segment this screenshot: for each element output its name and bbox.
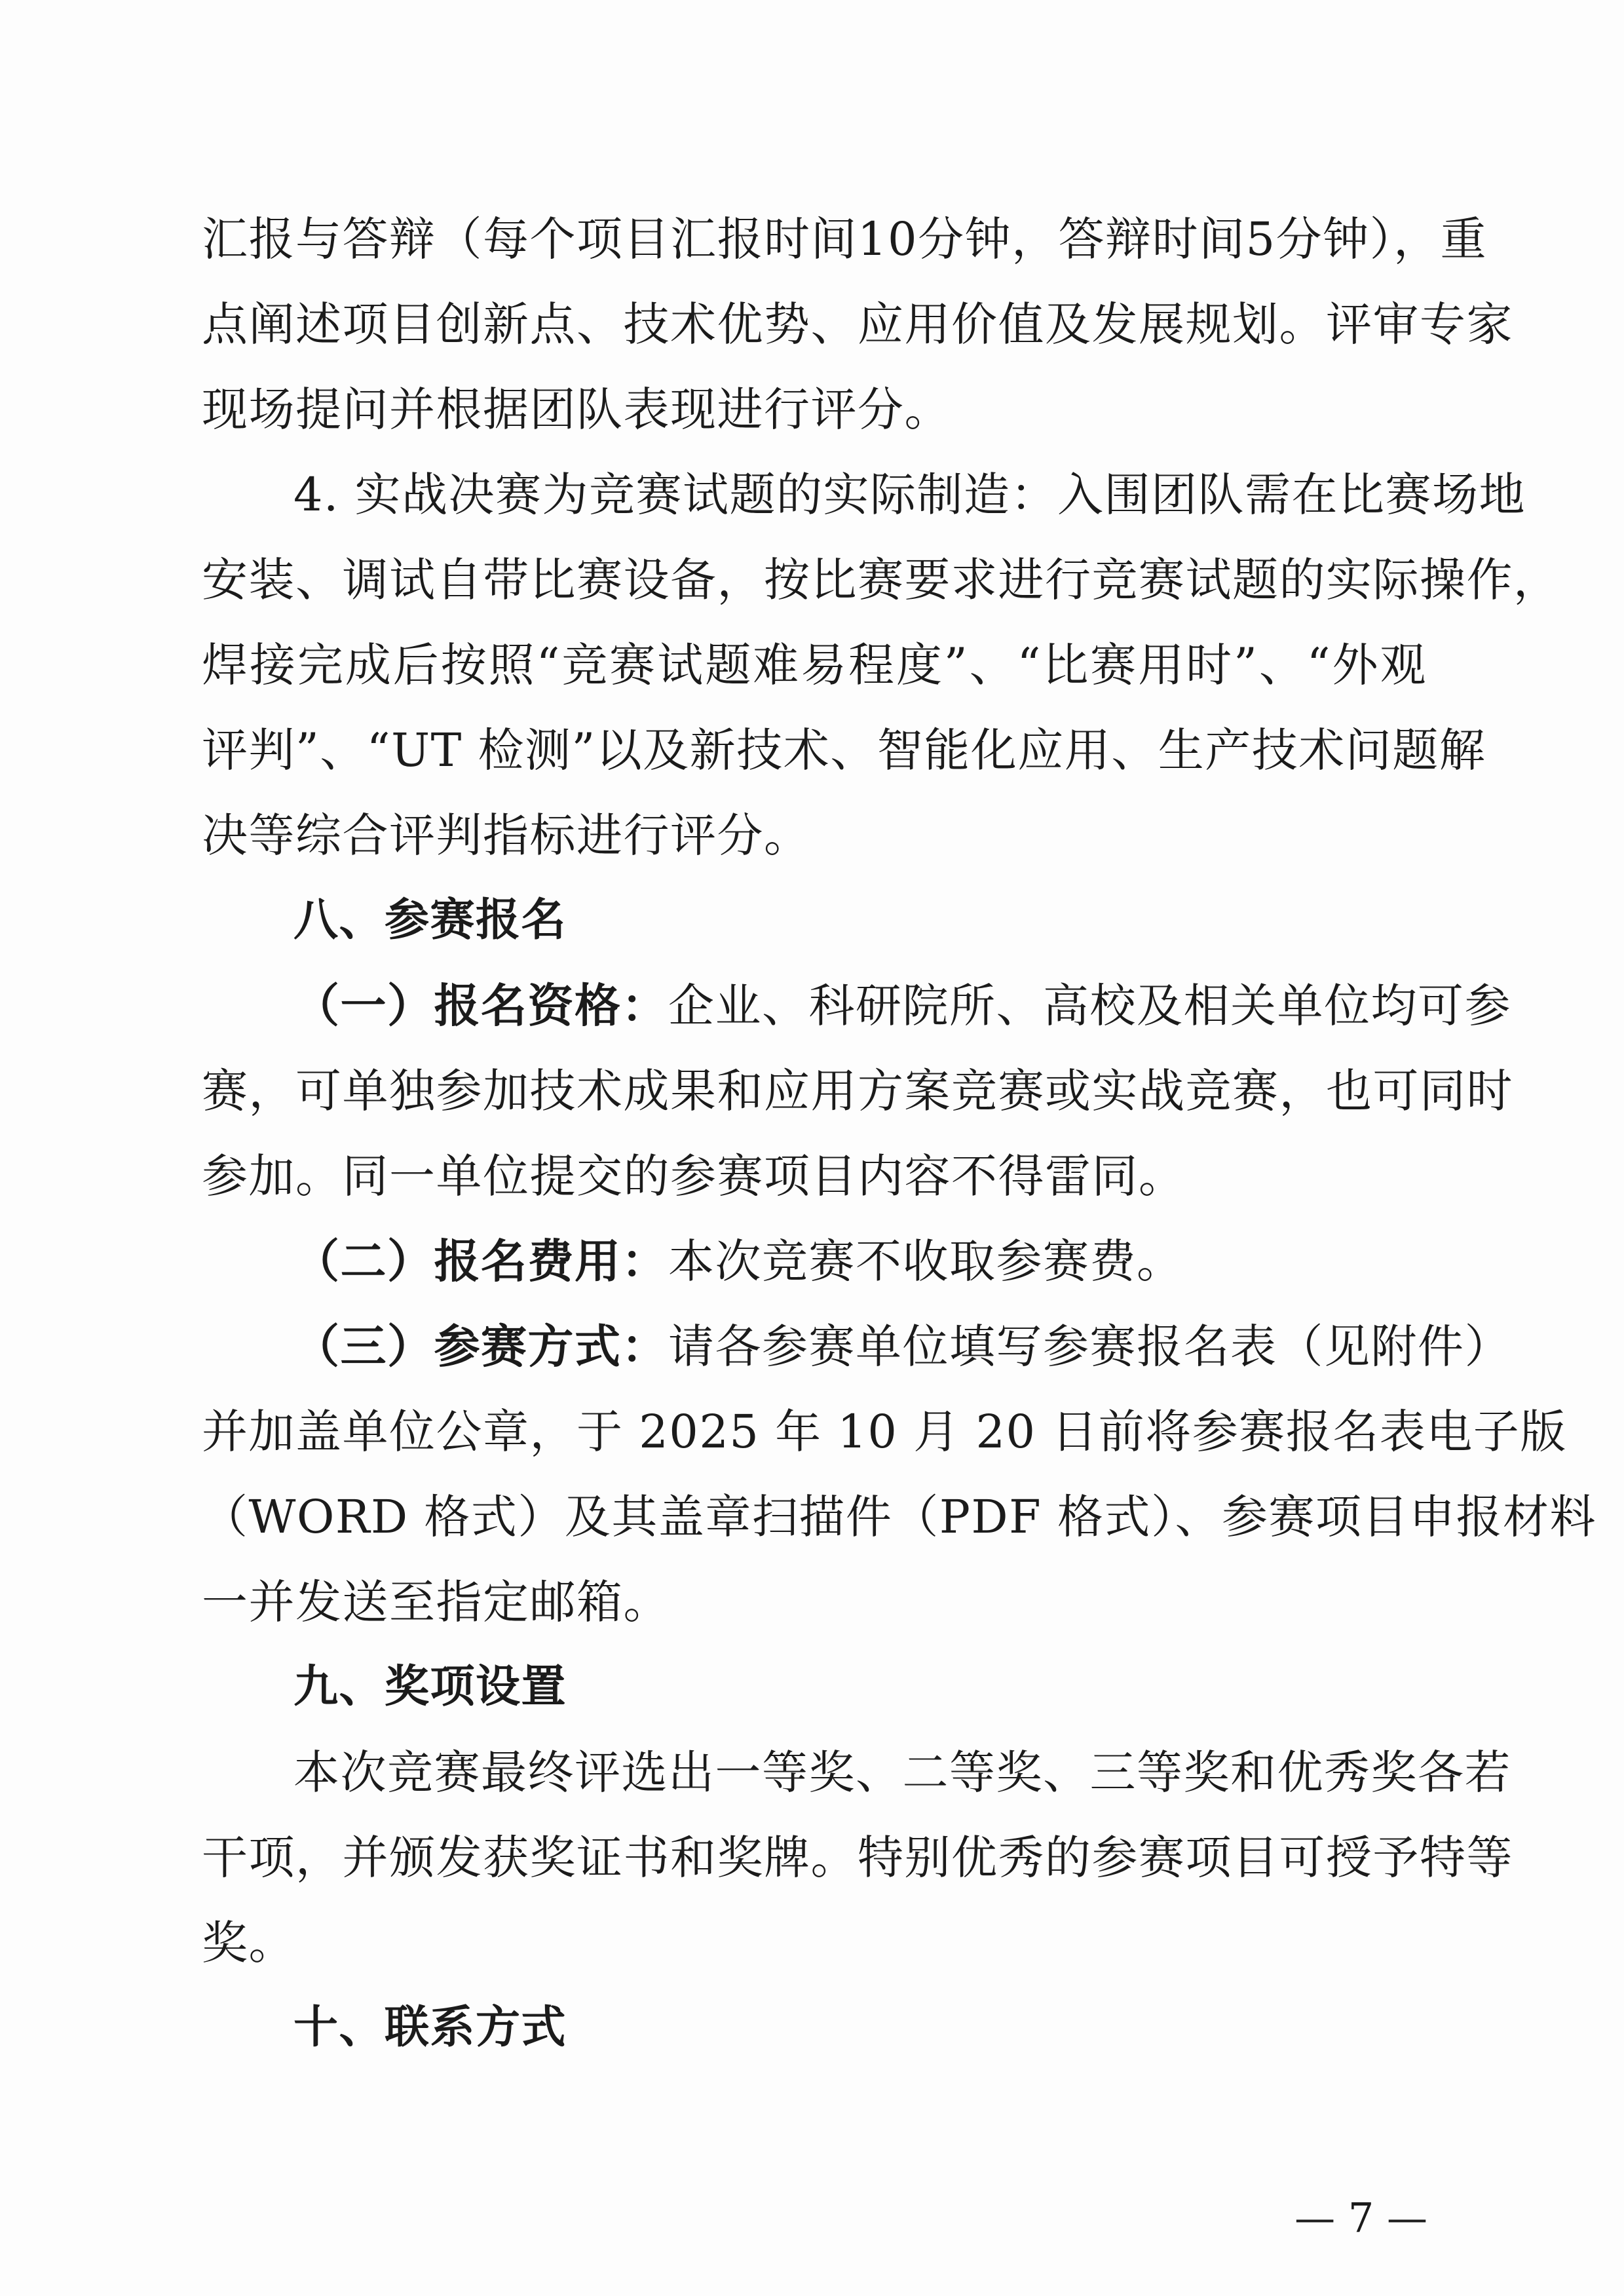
item-label: （二）报名费用： xyxy=(293,1234,668,1288)
item-label: （一）报名资格： xyxy=(293,979,668,1033)
text-line: 点阐述项目创新点、技术优势、应用价值及发展规划。评审专家 xyxy=(202,297,1513,351)
text-line xyxy=(202,1219,1427,1304)
text-line: 决等综合评判指标进行评分。 xyxy=(202,809,811,862)
text-line: 一并发送至指定邮箱。 xyxy=(202,1575,670,1629)
item-text: 请各参赛单位填写参赛报名表（见附件） xyxy=(668,1320,1511,1373)
page-content xyxy=(202,197,1596,2071)
text-line xyxy=(202,1304,1511,1389)
section-heading: 八、参赛报名 xyxy=(293,894,567,946)
section-heading: 九、奖项设置 xyxy=(293,1661,567,1713)
text-line xyxy=(202,963,1511,1048)
text-line: 赛，可单独参加技术成果和应用方案竞赛或实战竞赛，也可同时 xyxy=(202,1064,1513,1118)
section-heading: 十、联系方式 xyxy=(293,2002,567,2054)
text-line: 现场提问并根据团队表现进行评分。 xyxy=(202,383,951,436)
item-text: 企业、科研院所、高校及相关单位均可参 xyxy=(668,979,1511,1033)
text-line: 干项，并颁发获奖证书和奖牌。特别优秀的参赛项目可授予特等 xyxy=(202,1831,1513,1885)
text-line: 评判”、“UT 检测”以及新技术、智能化应用、生产技术问题解 xyxy=(202,723,1486,777)
text-line: 汇报与答辩（每个项目汇报时间10分钟，答辩时间5分钟），重 xyxy=(202,212,1488,266)
text-line: 本次竞赛最终评选出一等奖、二等奖、三等奖和优秀奖各若 xyxy=(293,1746,1511,1799)
page-number: — 7 — xyxy=(1294,2194,1427,2242)
item-text: 本次竞赛不收取参赛费。 xyxy=(668,1234,1184,1288)
text-line: 参加。同一单位提交的参赛项目内容不得雷同。 xyxy=(202,1149,1186,1203)
text-line: 安装、调试自带比赛设备，按比赛要求进行竞赛试题的实际操作， xyxy=(202,553,1560,607)
item-label: （三）参赛方式： xyxy=(293,1320,668,1373)
text-line: 4. 实战决赛为竞赛试题的实际制造：入围团队需在比赛场地 xyxy=(293,468,1526,522)
text-line: （WORD 格式）及其盖章扫描件（PDF 格式）、参赛项目申报材料 xyxy=(202,1490,1596,1544)
text-line: 奖。 xyxy=(202,1916,295,1970)
text-line: 并加盖单位公章，于 2025 年 10 月 20 日前将参赛报名表电子版 xyxy=(202,1405,1567,1459)
text-line: 焊接完成后按照“竞赛试题难易程度”、“比赛用时”、“外观 xyxy=(202,638,1427,692)
